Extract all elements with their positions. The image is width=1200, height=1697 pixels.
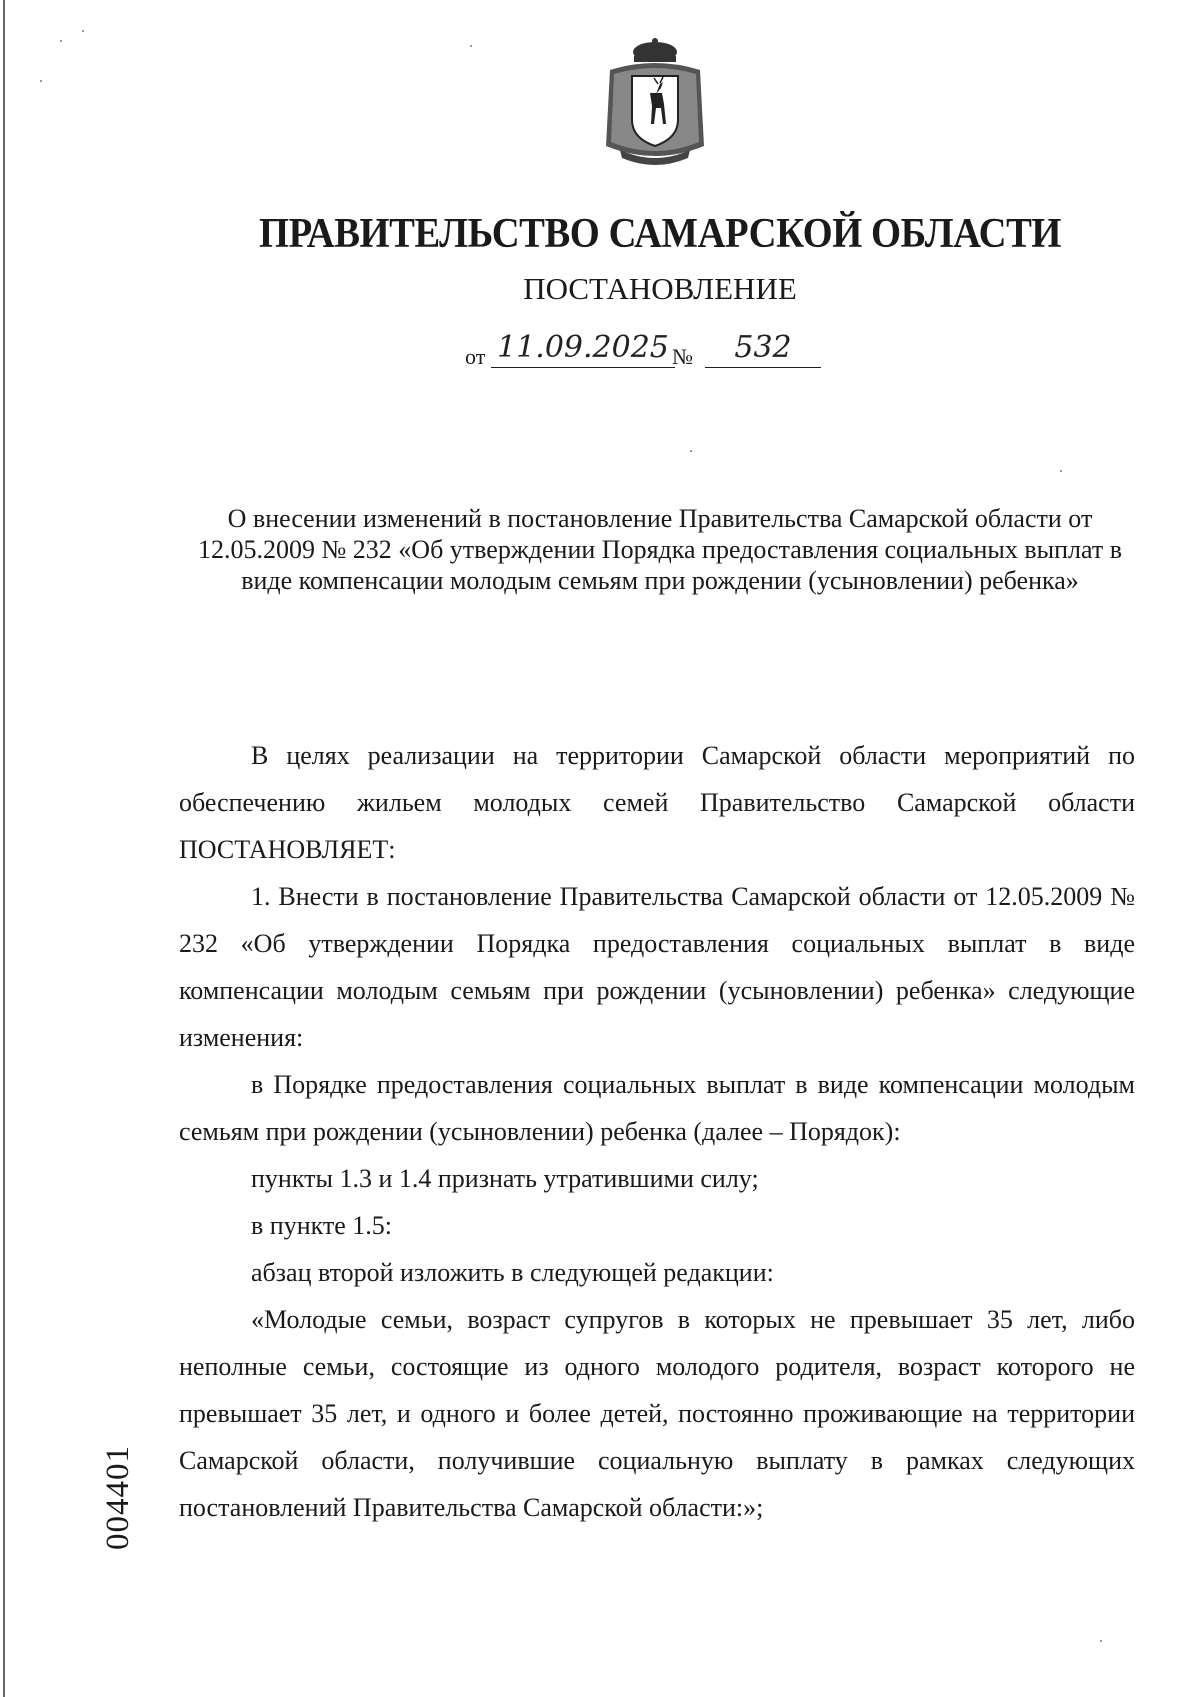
document-type: ПОСТАНОВЛЕНИЕ xyxy=(523,271,797,306)
number-prefix: № xyxy=(672,344,693,369)
body-paragraph: 1. Внести в постановление Правительства Самарской области от 12.05.2009 № 232 «Об утверждении Порядка предоставления социальных выплат в виде компенсации молодым семьям при рождении (усыновлении) ребенка» следующие изменения: xyxy=(179,882,1135,1052)
date-number-line xyxy=(465,330,865,370)
date-handwritten: 11.09.2025 xyxy=(491,330,675,368)
document-body xyxy=(179,732,1135,1531)
page-edge-line xyxy=(3,0,5,1697)
scan-speck xyxy=(1100,1640,1102,1642)
body-paragraph: абзац второй изложить в следующей редакции: xyxy=(251,1258,774,1287)
scan-speck xyxy=(690,450,692,452)
side-serial-stamp: 004401 xyxy=(100,1445,136,1550)
number-handwritten: 532 xyxy=(705,330,821,368)
date-prefix: от xyxy=(465,344,486,369)
scan-speck xyxy=(82,30,84,32)
scan-speck xyxy=(60,40,62,42)
body-paragraph: в Порядке предоставления социальных выплат в виде компенсации молодым семьям при рождении (усыновлении) ребенка (далее – Порядок): xyxy=(179,1070,1135,1146)
body-paragraph: пункты 1.3 и 1.4 признать утратившими силу; xyxy=(251,1164,759,1193)
organization-title: ПРАВИТЕЛЬСТВО САМАРСКОЙ ОБЛАСТИ xyxy=(259,211,1061,257)
scan-speck xyxy=(470,45,472,47)
scan-speck xyxy=(40,80,42,82)
body-paragraph: В целях реализации на территории Самарской области мероприятий по обеспечению жильем молодых семей Правительство Самарской области ПОСТАНОВЛЯЕТ: xyxy=(179,741,1135,864)
body-paragraph: «Молодые семьи, возраст супругов в которых не превышает 35 лет, либо неполные семьи, состоящие из одного молодого родителя, возраст которого не превышает 35 лет, и одного и более детей, постоянно проживающие на территории Самарской области, получившие социальную выплату в рамках следующих постановлений Правительства Самарской области:»; xyxy=(179,1305,1135,1522)
body-paragraph: в пункте 1.5: xyxy=(251,1211,393,1240)
scan-speck xyxy=(1060,470,1062,472)
coat-of-arms-emblem xyxy=(600,38,710,168)
document-subject-title: О внесении изменений в постановление Правительства Самарской области от 12.05.2009 № 232 «Об утверждении Порядка предоставления социальных выплат в виде компенсации молодым семьям при рождении (усыновлении) ребенка» xyxy=(197,504,1123,595)
